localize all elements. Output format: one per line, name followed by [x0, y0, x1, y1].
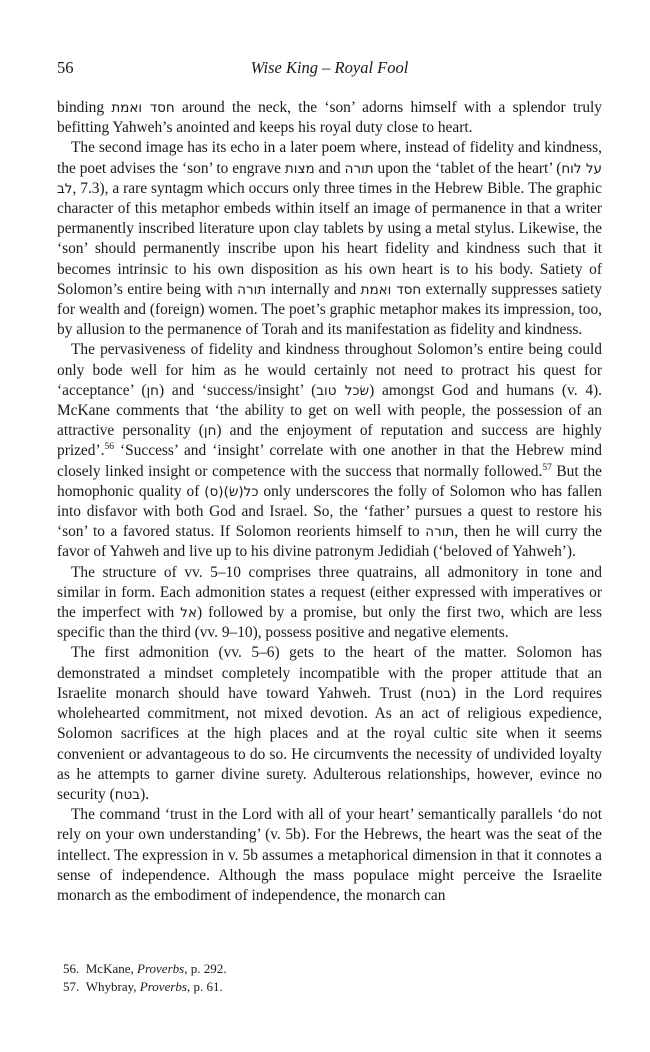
- text-run: ).: [140, 785, 150, 803]
- text-run: 56. McKane,: [63, 961, 138, 976]
- hebrew-term: בטח: [114, 786, 141, 803]
- text-run: ) and ‘success/insight’ (: [159, 381, 317, 399]
- paragraph: [57, 805, 602, 906]
- text-run: But the homophonic quality of: [57, 462, 602, 500]
- text-run: ) in the Lord requires wholehearted commitment, not mixed devotion. As an act of religious expedience, Solomon sacrifices at the high places and at the royal cultic site when it seems convenient or advantageous to do so. He circumvents the necessity of undivided loyalty as he attempts to garner divine surety. Adulterous relationships, however, evince no security (: [57, 684, 602, 803]
- text-run: , then he will curry the favor of Yahweh and live up to his divine patronym Jedidiah (‘beloved of Yahweh’).: [57, 523, 602, 561]
- running-title: Wise King – Royal Fool: [250, 58, 409, 77]
- text-run: ‘Success’ and ‘insight’ correlate with one another in that the Hebrew mind closely linked insight or competence with the success that normally followed.: [57, 442, 602, 480]
- text-run: The first admonition (vv. 5–6) gets to the heart of the matter. Solomon has demonstrated a mindset completely incompatible with the proper attitude that an Israelite monarch should have toward Yahweh. Trust (: [57, 644, 602, 702]
- hebrew-term: כל(שׂ)(ס): [204, 483, 259, 500]
- hebrew-term: אל: [180, 605, 197, 622]
- text-run: , 7.3), a rare syntagm which occurs only three times in the Hebrew Bible. The graphic character of this metaphor embeds within itself an image of permanence in that a writer permanently inscribed literature upon clay tablets by using a metal stylus. Likewise, the ‘son’ should permanently inscribe upon his heart fidelity and kindness such that it becomes intrinsic to his own disposition as his own heart is to his body. Satiety of Solomon’s entire being with: [57, 179, 602, 298]
- italic-title: Proverbs: [137, 961, 185, 976]
- hebrew-term: על לוח לב: [57, 160, 602, 197]
- hebrew-term: מצות: [284, 160, 315, 177]
- hebrew-term: חן: [146, 382, 159, 399]
- text-run: around the neck, the ‘son’ adorns himself with a splendor truly befitting Yahweh’s anointed and keeps his royal duty close to heart.: [57, 99, 602, 137]
- hebrew-term: בטח: [425, 685, 451, 702]
- hebrew-term: תורה: [344, 160, 374, 177]
- hebrew-term: חסד ואמת: [360, 281, 422, 298]
- footnote: [57, 978, 602, 996]
- body-text: [57, 98, 602, 906]
- text-run: ) followed by a promise, but only the first two, which are less specific than the third (vv. 9–10), possess positive and negative elements.: [57, 604, 603, 642]
- footnote-ref: 57: [542, 462, 552, 473]
- text-run: 57. Whybray,: [63, 979, 140, 994]
- text-run: internally and: [266, 280, 361, 298]
- text-run: The structure of vv. 5–10 comprises three quatrains, all admonitory in tone and similar in form. Each admonition states a request (either expressed with imperatives or the imperfect with: [57, 563, 602, 622]
- text-run: The command ‘trust in the Lord with all of your heart’ semantically parallels ‘do not rely on your own understanding’ (v. 5b). For the Hebrews, the heart was the seat of the intellect. The expression in v. 5b assumes a metaphorical dimension in that it connotes a sense of independence. Although the mass populace might perceive the Israelite monarch as the embodiment of independence, the monarch can: [57, 806, 602, 904]
- footnotes: [57, 960, 602, 996]
- paragraph: [57, 643, 602, 805]
- text-run: , p. 292.: [184, 961, 227, 976]
- paragraph: [57, 98, 602, 138]
- text-run: and: [314, 159, 345, 177]
- text-run: The second image has its echo in a later poem where, instead of fidelity and kindness, the poet advises the ‘son’ to engrave: [57, 139, 602, 177]
- hebrew-term: חסד ואמת: [111, 100, 175, 116]
- page-number: 56: [57, 58, 74, 77]
- text-run: upon the ‘tablet of the heart’ (: [373, 159, 562, 177]
- text-run: only underscores the folly of Solomon who has fallen into disfavor with both God and Israel. So, the ‘father’ pursues a quest to restore his ‘son’ to a favored status. If Solomon reorients himself to: [57, 482, 602, 541]
- running-header: [57, 58, 602, 80]
- text-run: The pervasiveness of fidelity and kindness throughout Solomon’s entire being could only bode well for him as he would certainly not need to protract his quest for ‘acceptance’ (: [57, 341, 602, 399]
- text-run: , p. 61.: [186, 979, 223, 994]
- paragraph: [57, 138, 602, 340]
- paragraph: [57, 563, 602, 644]
- paragraph: [57, 340, 602, 562]
- hebrew-term: שׂכל טוב: [316, 382, 370, 399]
- text-run: ) and the enjoyment of reputation and success are highly prized’.: [57, 422, 602, 460]
- text-run: binding: [57, 99, 112, 116]
- hebrew-term: חן: [203, 423, 217, 440]
- text-run: externally suppresses satiety for wealth and (foreign) women. The poet’s graphic metaphor makes its impression, too, by allusion to the permanence of Torah and its manifestation as fidelity and kindness.: [57, 280, 602, 339]
- hebrew-term: תורה: [237, 281, 267, 298]
- footnote-ref: 56: [104, 442, 114, 453]
- footnote: [57, 960, 602, 978]
- hebrew-term: תורה: [425, 524, 455, 541]
- italic-title: Proverbs: [139, 979, 187, 994]
- text-run: ) amongst God and humans (v. 4). McKane comments that ‘the ability to get on well with people, the possession of an attractive personality (: [57, 381, 602, 440]
